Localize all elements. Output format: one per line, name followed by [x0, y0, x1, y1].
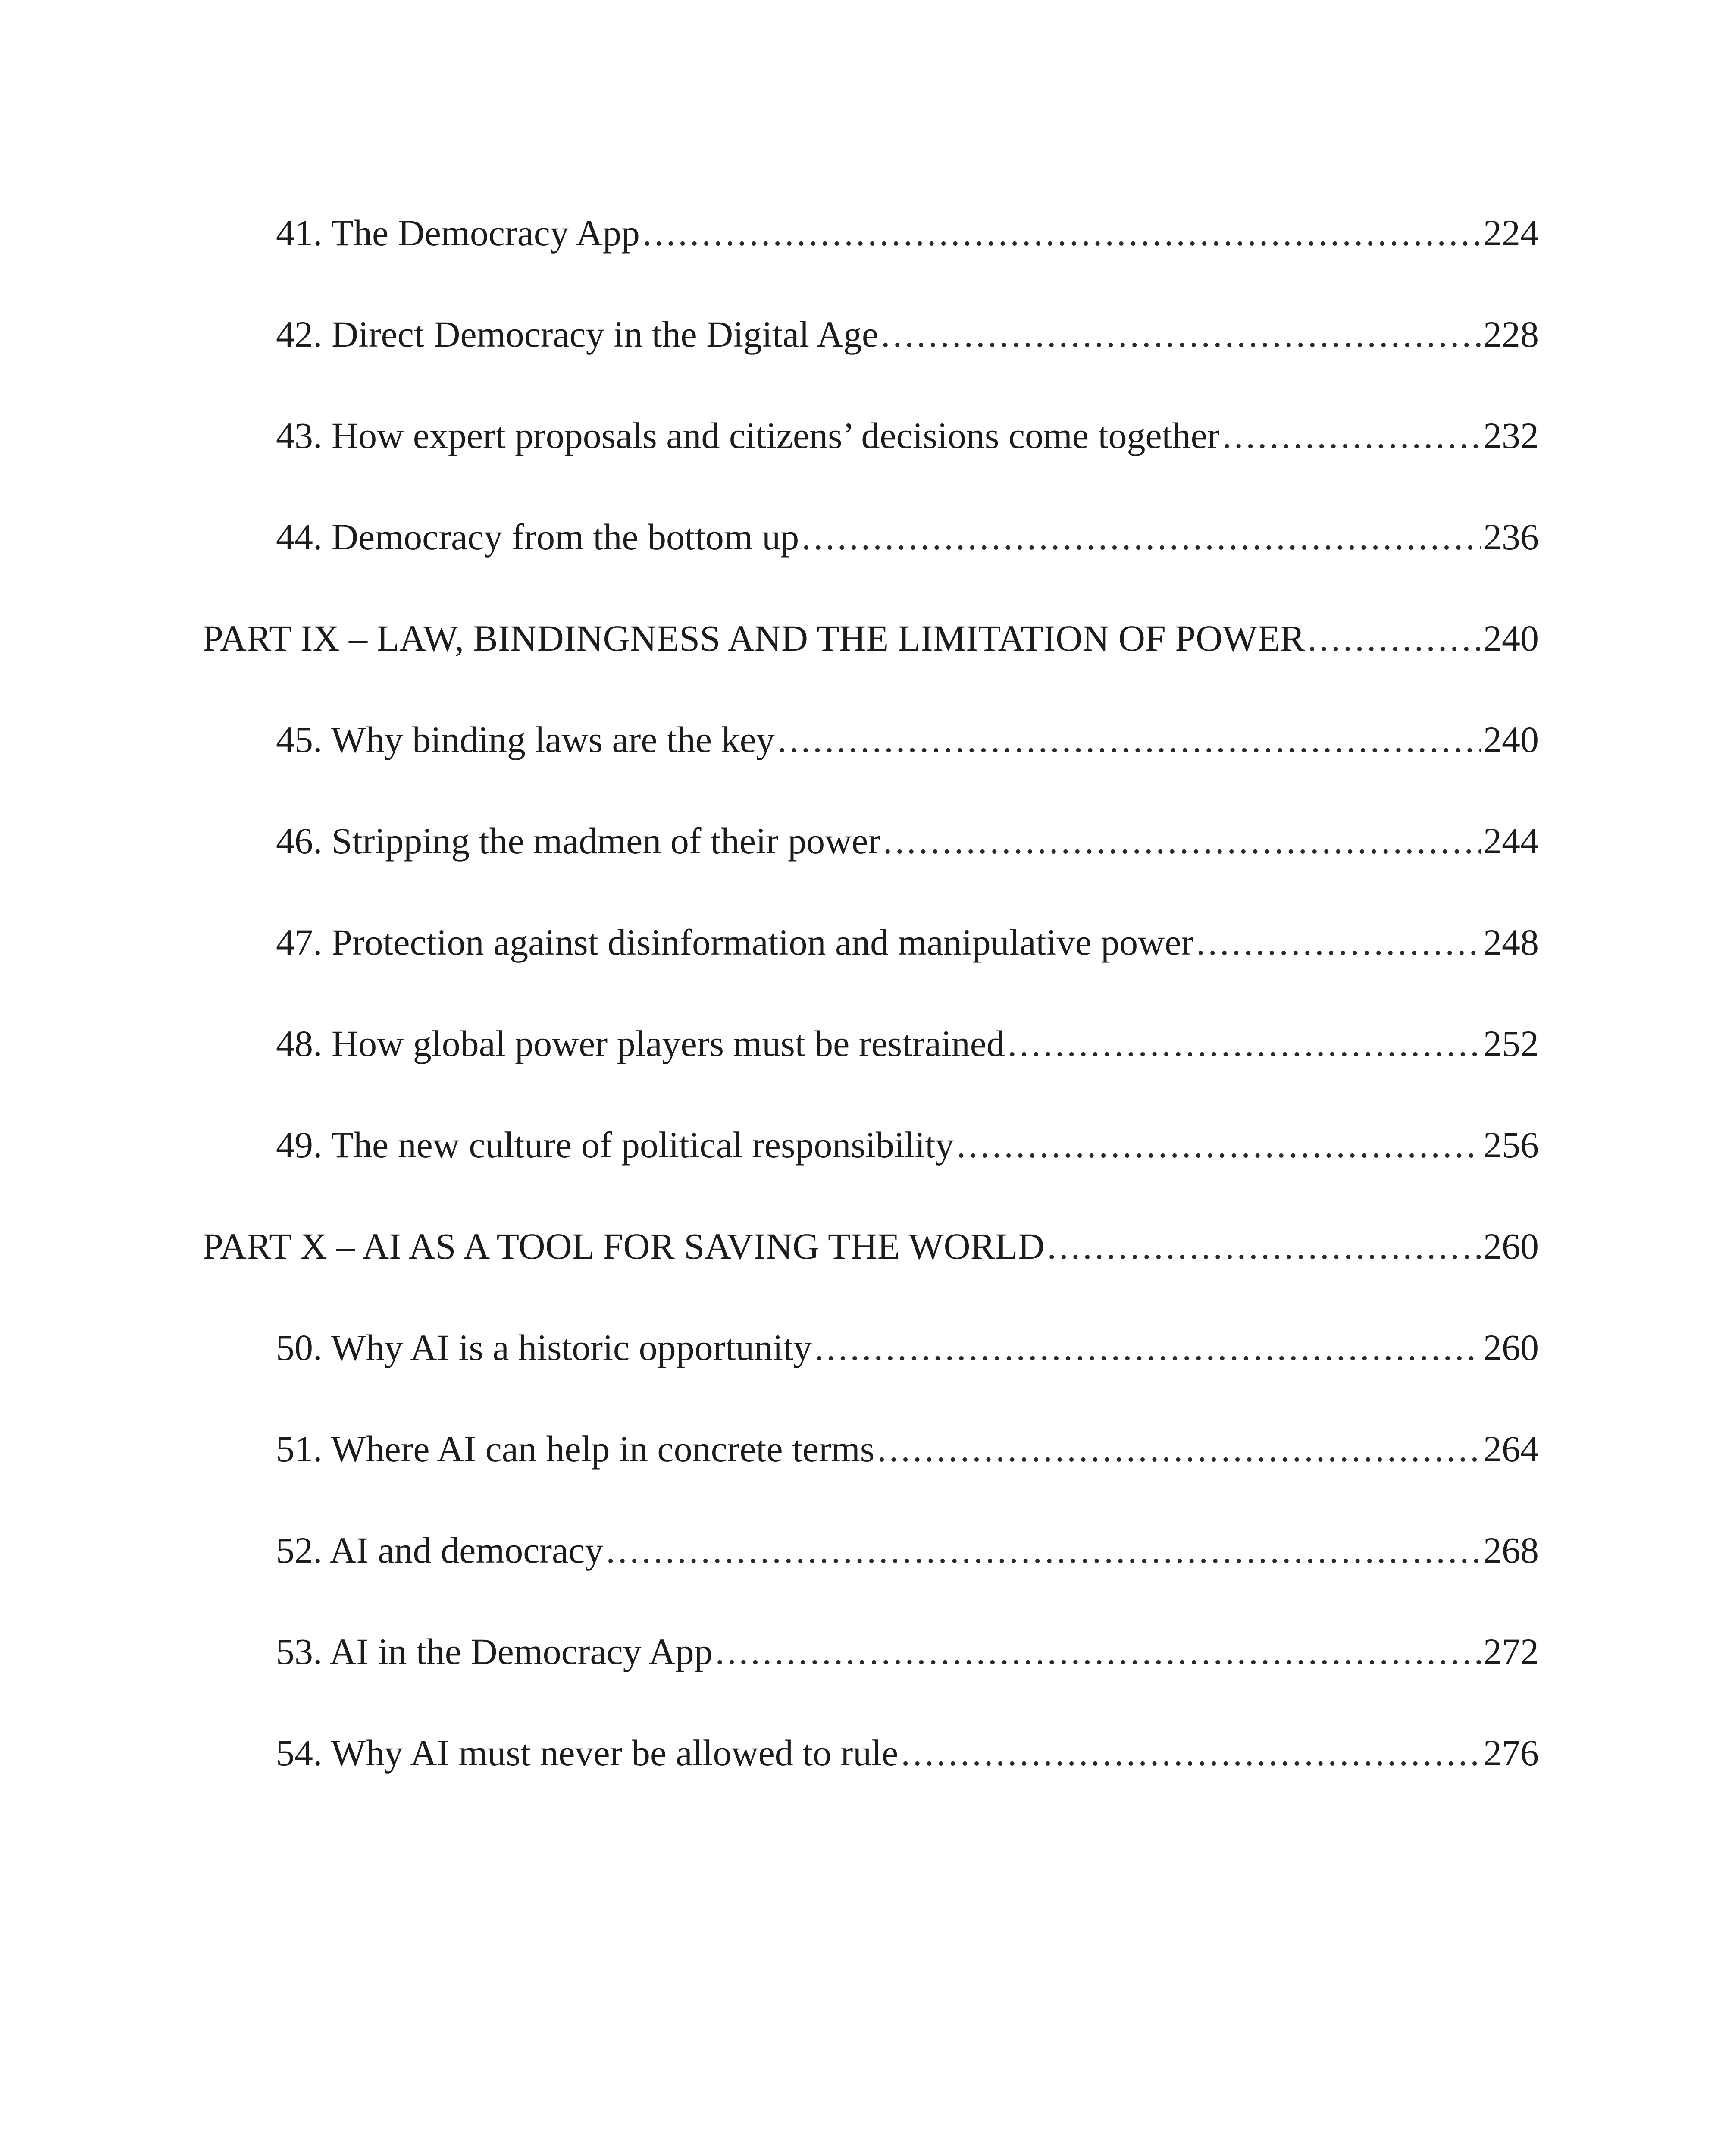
toc-entry-title: 48. How global power players must be restrained — [276, 1023, 1005, 1064]
dot-leader — [715, 1619, 1481, 1684]
toc-entry-51 — [276, 1416, 1539, 1481]
dot-leader — [777, 707, 1481, 772]
toc-entry-page: 264 — [1483, 1428, 1539, 1470]
toc-entry-page: 236 — [1483, 516, 1539, 558]
toc-entry-49 — [276, 1112, 1539, 1177]
dot-leader — [881, 302, 1481, 367]
toc-entry-page: 228 — [1483, 313, 1539, 355]
dot-leader — [642, 201, 1481, 265]
toc-entry-title: 45. Why binding laws are the key — [276, 719, 775, 760]
toc-entry-48 — [276, 1011, 1539, 1076]
toc-entry-title: 51. Where AI can help in concrete terms — [276, 1428, 875, 1470]
toc-entry-47 — [276, 910, 1539, 975]
toc-entry-page: 232 — [1483, 415, 1539, 456]
toc-entry-title: 46. Stripping the madmen of their power — [276, 820, 880, 862]
toc-entry-45 — [276, 707, 1539, 772]
toc-entry-42 — [276, 302, 1539, 367]
toc-entry-page: 252 — [1483, 1023, 1539, 1064]
toc-entry-page: 256 — [1483, 1124, 1539, 1166]
toc-entry-43 — [276, 403, 1539, 468]
toc-entry-page: 244 — [1483, 820, 1539, 862]
toc-entry-title: 53. AI in the Democracy App — [276, 1631, 713, 1672]
dot-leader — [1222, 403, 1481, 468]
toc-entry-page: 272 — [1483, 1631, 1539, 1672]
toc-entry-page: 240 — [1483, 617, 1539, 659]
toc-entry-page: 248 — [1483, 921, 1539, 963]
toc-entry-41 — [276, 201, 1539, 265]
toc-entry-title: 43. How expert proposals and citizens’ decisions come together — [276, 415, 1220, 456]
toc-entry-title: 50. Why AI is a historic opportunity — [276, 1327, 812, 1368]
toc-part-title: PART IX – LAW, BINDINGNESS AND THE LIMITATION OF POWER — [203, 617, 1305, 659]
dot-leader — [606, 1518, 1481, 1583]
dot-leader — [956, 1112, 1481, 1177]
toc-entry-46 — [276, 808, 1539, 873]
toc-entry-page: 260 — [1483, 1225, 1539, 1267]
toc-entry-52 — [276, 1518, 1539, 1583]
toc-entry-title: 42. Direct Democracy in the Digital Age — [276, 313, 879, 355]
dot-leader — [883, 808, 1481, 873]
toc-entry-page: 224 — [1483, 212, 1539, 254]
toc-entry-54 — [276, 1720, 1539, 1785]
toc-part-title: PART X – AI AS A TOOL FOR SAVING THE WORLD — [203, 1225, 1045, 1267]
dot-leader — [1196, 910, 1481, 975]
toc-entry-page: 240 — [1483, 719, 1539, 760]
dot-leader — [1008, 1011, 1481, 1076]
toc-entry-title: 44. Democracy from the bottom up — [276, 516, 799, 558]
toc-entry-page: 276 — [1483, 1732, 1539, 1774]
toc-entry-44 — [276, 505, 1539, 569]
dot-leader — [814, 1315, 1481, 1380]
toc-entry-title: 54. Why AI must never be allowed to rule — [276, 1732, 899, 1774]
toc-entry-title: 52. AI and democracy — [276, 1529, 604, 1571]
dot-leader — [802, 505, 1481, 569]
dot-leader — [877, 1416, 1481, 1481]
dot-leader — [1307, 606, 1481, 671]
toc-part-9 — [203, 606, 1539, 671]
toc-entry-50 — [276, 1315, 1539, 1380]
toc-entry-title: 49. The new culture of political responsibility — [276, 1124, 954, 1166]
toc-entry-page: 268 — [1483, 1529, 1539, 1571]
toc-entry-page: 260 — [1483, 1327, 1539, 1368]
toc-part-10 — [203, 1214, 1539, 1279]
toc-entry-title: 47. Protection against disinformation and manipulative power — [276, 921, 1194, 963]
toc-entry-53 — [276, 1619, 1539, 1684]
dot-leader — [901, 1720, 1481, 1785]
toc-entry-title: 41. The Democracy App — [276, 212, 640, 254]
dot-leader — [1047, 1214, 1481, 1279]
